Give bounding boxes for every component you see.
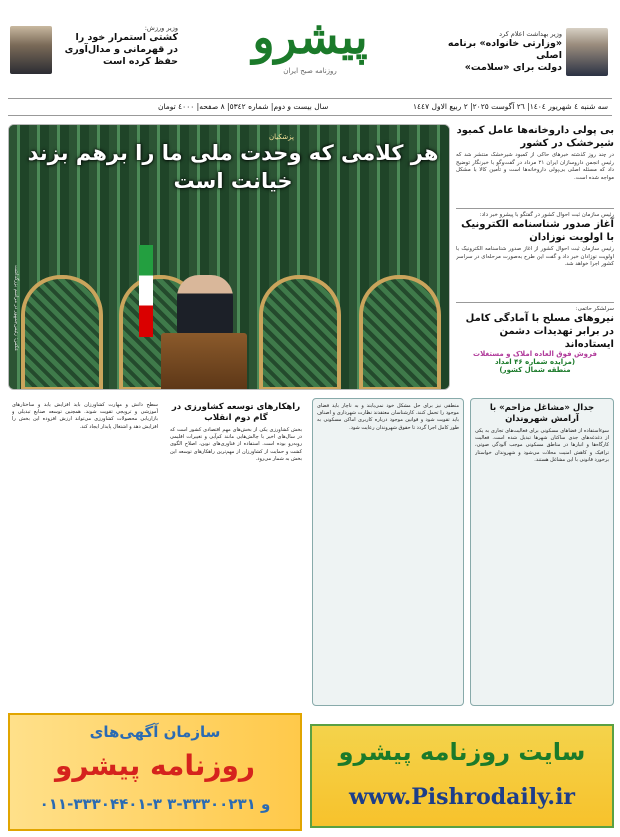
auction-line: منطقه شمال کشور) — [499, 366, 571, 374]
ad-phone: ۰۱۱-۳۳۳۰۴۴۰۱-۳ و ۳۳۳۰۰۲۳۱-۳ — [39, 795, 271, 813]
logo-wordmark: پیشرو — [252, 10, 368, 64]
news-item[interactable] — [456, 124, 614, 198]
column-article-continued[interactable] — [312, 398, 464, 706]
news-headline: آغاز صدور شناسنامه الکترونیک با اولویت نوزادان — [461, 219, 614, 243]
column-body: سطح دانش و مهارت کشاورزان باید افزایش یابد و ساختارهای آموزشی و ترویجی تقویت شوند. همچنین توسعه صنایع تبدیلی و بازاریابی محصولات کشاورزی می‌تواند ارزش افزوده این بخش را افزایش دهد و اشتغال پایدار ایجاد کند. — [12, 402, 158, 430]
column-body: بخش کشاورزی یکی از بخش‌های مهم اقتصادی کشور است که در سال‌های اخیر با چالش‌هایی مانند کم‌آبی و تغییرات اقلیمی روبه‌رو بوده است. استفاده از فناوری‌های نوین، اصلاح الگوی کشت و حمایت از کشاورزان از مهم‌ترین راهکارهای توسعه این بخش به شمار می‌رود. — [170, 427, 302, 462]
website-url[interactable]: www.Pishrodaily.ir — [348, 784, 576, 810]
column-article[interactable] — [470, 398, 614, 706]
green-arch — [259, 275, 341, 390]
auction-line: فروش فوق العاده املاک و مستغلات — [473, 350, 597, 358]
right-teaser-line: «وزارتی خانواده» برنامه اصلی — [447, 38, 562, 61]
left-teaser[interactable] — [58, 24, 178, 68]
dateline-date: سه شنبه ٤ شهریور ١٤٠٤| ٢٦ آگوست ٢٠٢٥| ٢ ربیع الاول ١٤٤٧ — [413, 102, 608, 111]
auction-notice[interactable] — [456, 350, 614, 374]
right-teaser-line: دولت برای «سلامت» — [464, 62, 562, 73]
column-heading: جدال «مشاغل مزاحم» با آرامش شهروندان — [489, 403, 595, 424]
minister-photo-left — [10, 26, 52, 74]
ad-agency-banner[interactable] — [8, 713, 302, 831]
lead-kicker: پزشکیان — [269, 133, 294, 141]
website-banner[interactable] — [310, 724, 614, 828]
lead-story-photo[interactable] — [8, 124, 450, 390]
left-teaser-line: در قهرمانی و مدال‌آوری — [64, 44, 178, 55]
green-arch — [359, 275, 441, 390]
column-article[interactable] — [166, 398, 306, 706]
speaker-figure — [177, 275, 233, 337]
lead-headline: هر کلامی که وحدت ملی ما را برهم بزند خیانت است — [27, 141, 439, 193]
news-body: در چند روز گذشته خبرهای حاکی از کمبود شیرخشک منتشر شد که رئیس انجمن داروسازان ایران ۲۱ مرداد در گفت‌وگو با خبرنگار توضیح داد که مسئله اصلی بی‌پولی داروخانه‌ها است و تأمین کالا با مشکل مواجه شده است. — [456, 152, 614, 181]
dateline-issue: سال بیست و دوم| شماره ٥٣٤٢| ٨ صفحه| ٤٠٠٠ تومان — [158, 102, 329, 111]
column-body: سوءاستفاده از فضاهای مسکونی برای فعالیت‌های تجاری به یکی از دغدغه‌های جدی ساکنان شهرها تبدیل شده است. فعالیت کارگاه‌ها و انبارها در مناطق مسکونی موجب آلودگی صوتی، ترافیک و کاهش امنیت محلات می‌شود و شهروندان خواستار برخورد قانونی با این مشاغل هستند. — [475, 428, 609, 463]
news-kicker: رئیس سازمان ثبت احوال کشور در گفتگو با پیشرو خبر داد: — [479, 212, 614, 218]
auction-line: (مزایده شماره ۴۶ امداد — [494, 358, 576, 366]
newspaper-logo[interactable] — [232, 8, 388, 78]
right-teaser-kicker: وزیر بهداشت اعلام کرد — [499, 30, 562, 38]
podium — [161, 333, 247, 390]
logo-tagline: روزنامه صبح ایران — [283, 67, 337, 75]
news-item[interactable] — [456, 212, 614, 284]
divider — [456, 208, 614, 209]
photo-caption: عکس: رئیس‌جمهور در مراسم بزرگداشت — [13, 265, 19, 352]
masthead — [0, 0, 620, 98]
website-title: سایت روزنامه پیشرو — [338, 738, 586, 766]
news-body: رئیس سازمان ثبت احوال کشور از آغاز صدور شناسنامه الکترونیک با اولویت نوزادان خبر داد و گفت این طرح به‌صورت مرحله‌ای در سراسر کشور اجرا خواهد شد. — [456, 246, 614, 268]
divider — [456, 302, 614, 303]
left-teaser-line: کشتی استمرار خود را — [75, 32, 178, 43]
dateline-bar — [8, 98, 612, 116]
news-headline: بی پولی داروخانه‌ها عامل کمبود شیرخشک در کشور — [456, 125, 614, 149]
green-arch — [21, 275, 103, 390]
minister-photo-right — [566, 28, 608, 76]
news-briefs — [456, 124, 614, 390]
ad-title: سازمان آگهی‌های — [89, 723, 221, 741]
news-item[interactable] — [456, 306, 614, 351]
ad-name: روزنامه پیشرو — [55, 749, 255, 782]
news-headline: نیروهای مسلح با آمادگی کامل در برابر تهدیدات دشمن ایستاده‌اند — [465, 313, 614, 350]
column-body: منطقی نیز برای حل مشکل خود نمی‌یابند و به ناچار باید فضای موجود را تحمل کنند. کارشناسان معتقدند نظارت شهرداری و اصناف باید تقویت شود و قوانین موجود درباره کاربری اماکن مسکونی به طور کامل اجرا گردد تا حقوق شهروندان رعایت شود. — [317, 403, 459, 431]
iran-flag — [139, 245, 153, 337]
left-teaser-line: حفظ کرده است — [102, 56, 178, 67]
column-heading: راهکارهای توسعه کشاورزی در گام دوم انقلاب — [171, 402, 301, 423]
news-kicker: سرلشکر حاتمی: — [575, 306, 614, 312]
left-teaser-kicker: وزیر ورزش: — [144, 24, 178, 32]
column-article-continued[interactable] — [8, 398, 162, 706]
right-teaser[interactable] — [430, 30, 562, 74]
